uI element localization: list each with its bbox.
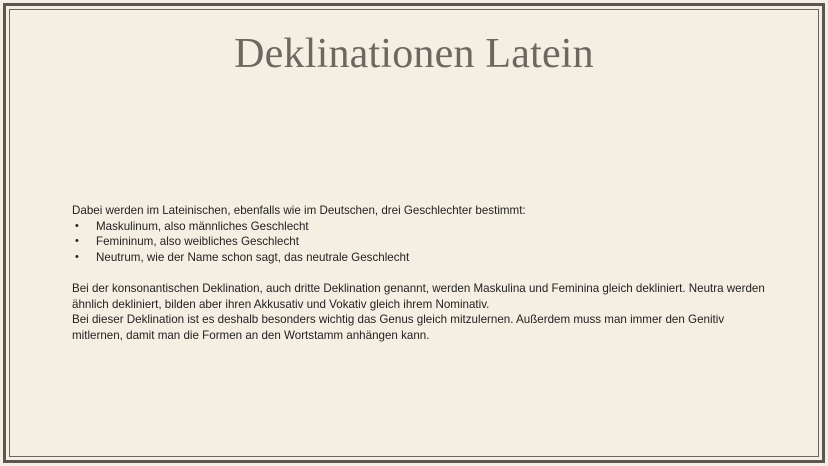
list-item [72, 219, 772, 235]
bullet-icon: • [75, 235, 79, 247]
paragraph-2: Bei dieser Deklination ist es deshalb besonders wichtig das Genus gleich mitzulernen. Außerdem muss man immer den Genitiv mitlernen, damit man die Formen an den Wortstamm anhängen kann. [72, 313, 725, 342]
slide-body [72, 203, 772, 343]
list-item-text: Maskulinum, also männliches Geschlecht [96, 219, 309, 233]
gender-list [72, 219, 772, 266]
bullet-icon: • [75, 250, 79, 263]
spacer [72, 265, 772, 281]
intro-text: Dabei werden im Lateinischen, ebenfalls wie im Deutschen, drei Geschlechter bestimmt: [72, 204, 526, 217]
paragraph-1: Bei der konsonantischen Deklination, auch dritte Deklination genannt, werden Maskulina und Feminina gleich dekliniert. Neutra werden ähnlich dekliniert, bilden aber ihren Akkusativ und Vokativ gleich ihrem Nominativ. [72, 282, 765, 311]
list-item [72, 250, 772, 266]
list-item [72, 234, 772, 250]
bullet-icon: • [75, 219, 79, 232]
list-item-text: Femininum, also weibliches Geschlecht [96, 235, 299, 248]
list-item-text: Neutrum, wie der Name schon sagt, das neutrale Geschlecht [96, 250, 410, 264]
slide-title: Deklinationen Latein [234, 31, 594, 77]
